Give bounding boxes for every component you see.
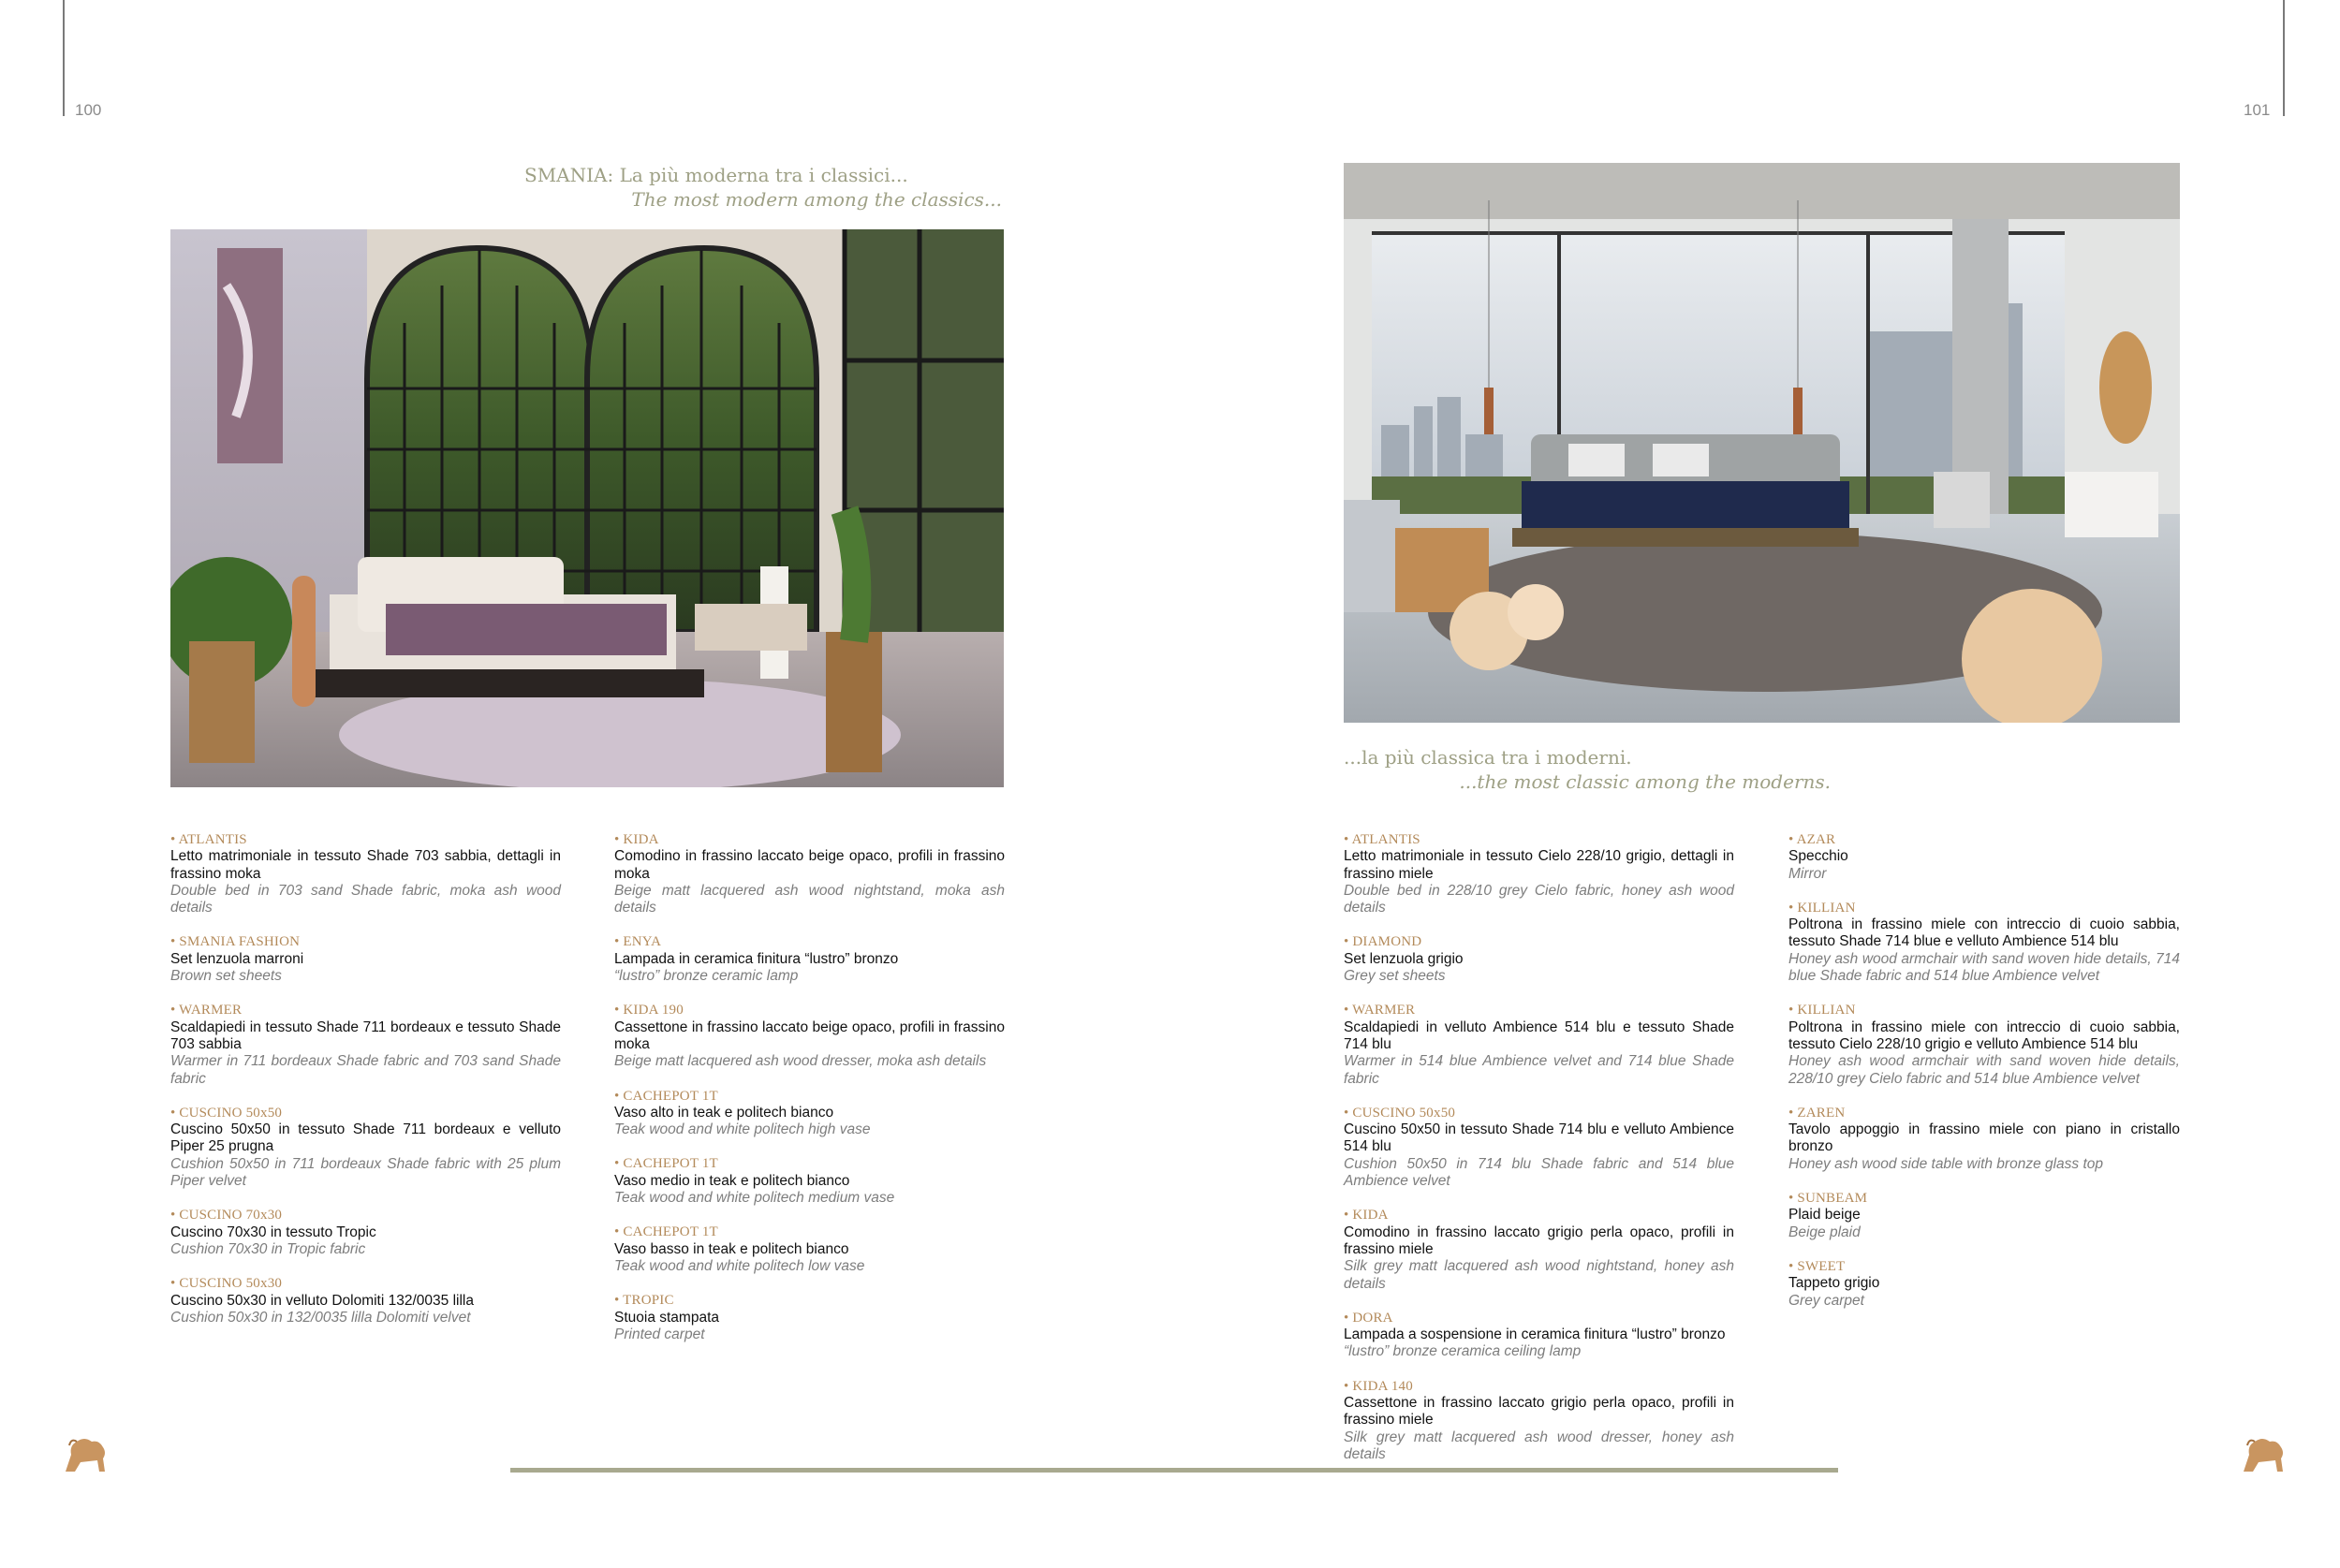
product-desc-en: Honey ash wood side table with bronze glass top xyxy=(1788,1155,2104,1172)
page-number-left: 100 xyxy=(75,101,102,119)
product-name: • ENYA xyxy=(614,934,662,950)
photo-right-illustration xyxy=(1344,163,2180,723)
product-desc-it: Cuscino 70x30 in tessuto Tropic xyxy=(170,1224,376,1240)
product-item xyxy=(614,1292,1005,1343)
product-desc-en: “lustro” bronze ceramic lamp xyxy=(614,968,799,985)
product-column-1 xyxy=(170,831,561,1343)
product-desc-it: Letto matrimoniale in tessuto Shade 703 sabbia, dettagli in frassino moka xyxy=(170,848,561,882)
product-desc-en: Silk grey matt lacquered ash wood nightstand, honey ash details xyxy=(1344,1258,1734,1292)
product-desc-it: Plaid beige xyxy=(1788,1207,1861,1224)
product-desc-en: Cushion 50x30 in 132/0035 lilla Dolomiti velvet xyxy=(170,1309,471,1326)
product-item xyxy=(170,1002,561,1087)
caption-bottom-line-1: ...la più classica tra i moderni. xyxy=(1344,746,1632,769)
product-desc-en: Brown set sheets xyxy=(170,968,282,985)
caption-bottom-line-2: ...the most classic among the moderns. xyxy=(1459,770,1831,793)
product-item xyxy=(614,933,1005,985)
product-desc-it: Tappeto grigio xyxy=(1788,1275,1880,1292)
product-desc-it: Scaldapiedi in velluto Ambience 514 blu e tessuto Shade 714 blu xyxy=(1344,1018,1734,1052)
product-item xyxy=(170,933,561,985)
product-desc-en: Grey set sheets xyxy=(1344,968,1446,985)
product-desc-en: Cushion 50x50 in 714 blu Shade fabric and 514 blue Ambience velvet xyxy=(1344,1155,1734,1190)
product-column-4 xyxy=(1788,831,2180,1326)
product-desc-en: Double bed in 228/10 grey Cielo fabric, honey ash wood details xyxy=(1344,882,1734,916)
product-desc-it: Comodino in frassino laccato grigio perla opaco, profili in frassino miele xyxy=(1344,1224,1734,1257)
product-desc-it: Vaso basso in teak e politech bianco xyxy=(614,1240,849,1257)
product-name: • ATLANTIS xyxy=(1344,832,1420,847)
product-name: • KIDA xyxy=(1344,1208,1389,1224)
product-name: • SUNBEAM xyxy=(1788,1191,1868,1207)
product-item xyxy=(170,1207,561,1258)
product-name: • CACHEPOT 1T xyxy=(614,1156,718,1172)
photo-left-illustration xyxy=(170,229,1004,787)
product-item xyxy=(1344,933,1734,985)
product-desc-it: Stuoia stampata xyxy=(614,1309,720,1326)
product-item xyxy=(614,1155,1005,1207)
product-desc-it: Cuscino 50x50 in tessuto Shade 711 bordeaux e velluto Piper 25 prugna xyxy=(170,1121,561,1155)
product-name: • CACHEPOT 1T xyxy=(614,1088,718,1104)
product-column-2 xyxy=(614,831,1005,1360)
product-name: • DORA xyxy=(1344,1310,1393,1326)
product-desc-en: Honey ash wood armchair with sand woven hide details, 228/10 grey Cielo fabric and 514 blue Ambience velvet xyxy=(1788,1053,2180,1087)
product-desc-en: Cushion 50x50 in 711 bordeaux Shade fabric with 25 plum Piper velvet xyxy=(170,1155,561,1190)
caption-bottom xyxy=(1344,745,1831,794)
product-item xyxy=(1788,1105,2180,1173)
product-name: • SWEET xyxy=(1788,1258,1846,1274)
product-item xyxy=(1788,1002,2180,1087)
product-name: • KILLIAN xyxy=(1788,1003,1856,1018)
product-item xyxy=(614,831,1005,916)
product-name: • CACHEPOT 1T xyxy=(614,1224,718,1240)
lion-logo-right-icon xyxy=(2240,1434,2288,1478)
right-margin-line xyxy=(2283,0,2285,116)
product-desc-en: Beige matt lacquered ash wood nightstand, moka ash details xyxy=(614,882,1005,916)
product-name: • DIAMOND xyxy=(1344,934,1422,950)
product-item xyxy=(614,1002,1005,1070)
product-item xyxy=(1344,1105,1734,1190)
product-desc-it: Vaso alto in teak e politech bianco xyxy=(614,1104,834,1121)
product-item xyxy=(1788,831,2180,883)
product-desc-it: Lampada in ceramica finitura “lustro” bronzo xyxy=(614,950,899,967)
product-desc-it: Cassettone in frassino laccato beige opaco, profili in frassino moka xyxy=(614,1018,1005,1052)
product-name: • AZAR xyxy=(1788,832,1836,847)
product-name: • KIDA 190 xyxy=(614,1003,684,1018)
product-desc-en: Cushion 70x30 in Tropic fabric xyxy=(170,1240,366,1257)
product-desc-it: Set lenzuola grigio xyxy=(1344,950,1464,967)
product-desc-it: Poltrona in frassino miele con intreccio di cuoio sabbia, tessuto Shade 714 blue e velluto Ambience 514 blu xyxy=(1788,916,2180,950)
product-desc-en: Teak wood and white politech medium vase xyxy=(614,1190,895,1207)
page-number-right: 101 xyxy=(2244,101,2271,119)
product-desc-it: Letto matrimoniale in tessuto Cielo 228/10 grigio, dettagli in frassino miele xyxy=(1344,848,1734,882)
product-item xyxy=(170,1275,561,1326)
caption-top-line-2: The most modern among the classics... xyxy=(631,188,1002,211)
product-desc-en: Warmer in 711 bordeaux Shade fabric and 703 sand Shade fabric xyxy=(170,1053,561,1087)
product-name: • WARMER xyxy=(1344,1003,1416,1018)
product-item xyxy=(170,831,561,916)
caption-top-line-1: SMANIA: La più moderna tra i classici... xyxy=(524,164,908,186)
product-item xyxy=(1344,1002,1734,1087)
product-desc-it: Vaso medio in teak e politech bianco xyxy=(614,1172,850,1189)
product-desc-it: Cassettone in frassino laccato grigio perla opaco, profili in frassino miele xyxy=(1344,1395,1734,1429)
product-name: • CUSCINO 70x30 xyxy=(170,1208,283,1224)
product-desc-en: Printed carpet xyxy=(614,1326,705,1342)
product-desc-it: Comodino in frassino laccato beige opaco, profili in frassino moka xyxy=(614,848,1005,882)
product-item xyxy=(1344,831,1734,916)
product-name: • KILLIAN xyxy=(1788,900,1856,916)
product-desc-it: Specchio xyxy=(1788,848,1848,865)
product-name: • KIDA 140 xyxy=(1344,1378,1413,1394)
product-desc-en: “lustro” bronze ceramica ceiling lamp xyxy=(1344,1343,1582,1360)
product-name: • CUSCINO 50x50 xyxy=(170,1105,283,1121)
product-desc-en: Silk grey matt lacquered ash wood dresser, honey ash details xyxy=(1344,1429,1734,1462)
product-desc-en: Warmer in 514 blue Ambience velvet and 714 blue Shade fabric xyxy=(1344,1053,1734,1087)
product-desc-en: Teak wood and white politech high vase xyxy=(614,1121,871,1138)
product-item xyxy=(614,1224,1005,1275)
caption-top xyxy=(524,163,1002,212)
product-desc-it: Set lenzuola marroni xyxy=(170,950,304,967)
product-desc-it: Lampada a sospensione in ceramica finitura “lustro” bronzo xyxy=(1344,1326,1726,1343)
product-name: • WARMER xyxy=(170,1003,243,1018)
product-desc-en: Honey ash wood armchair with sand woven hide details, 714 blue Shade fabric and 514 blue Ambience velvet xyxy=(1788,950,2180,985)
product-desc-en: Teak wood and white politech low vase xyxy=(614,1257,865,1274)
product-desc-en: Mirror xyxy=(1788,865,1827,882)
left-margin-line xyxy=(63,0,65,116)
product-item xyxy=(1788,1258,2180,1310)
bottom-rule xyxy=(510,1468,1838,1473)
product-desc-en: Beige matt lacquered ash wood dresser, moka ash details xyxy=(614,1053,987,1070)
lion-logo-left-icon xyxy=(62,1434,110,1478)
product-name: • TROPIC xyxy=(614,1293,674,1309)
product-name: • KIDA xyxy=(614,832,659,847)
product-item xyxy=(170,1105,561,1190)
product-name: • SMANIA FASHION xyxy=(170,934,301,950)
product-desc-en: Grey carpet xyxy=(1788,1292,1864,1309)
product-desc-en: Beige plaid xyxy=(1788,1224,1861,1240)
product-column-3 xyxy=(1344,831,1734,1480)
product-item xyxy=(1344,1207,1734,1292)
product-desc-it: Cuscino 50x30 in velluto Dolomiti 132/0035 lilla xyxy=(170,1292,474,1309)
product-desc-it: Scaldapiedi in tessuto Shade 711 bordeaux e tessuto Shade 703 sabbia xyxy=(170,1018,561,1052)
photo-left xyxy=(170,229,1004,787)
product-desc-en: Double bed in 703 sand Shade fabric, moka ash wood details xyxy=(170,882,561,916)
product-item xyxy=(614,1088,1005,1139)
product-item xyxy=(1344,1378,1734,1463)
product-desc-it: Cuscino 50x50 in tessuto Shade 714 blu e velluto Ambience 514 blu xyxy=(1344,1121,1734,1155)
product-name: • ATLANTIS xyxy=(170,832,247,847)
product-desc-it: Poltrona in frassino miele con intreccio di cuoio sabbia, tessuto Cielo 228/10 grigio e velluto Ambience 514 blu xyxy=(1788,1018,2180,1052)
product-name: • CUSCINO 50x50 xyxy=(1344,1105,1456,1121)
product-item xyxy=(1788,900,2180,985)
product-item xyxy=(1788,1190,2180,1241)
product-item xyxy=(1344,1310,1734,1361)
product-name: • ZAREN xyxy=(1788,1105,1846,1121)
photo-right xyxy=(1344,163,2180,723)
product-desc-it: Tavolo appoggio in frassino miele con piano in cristallo bronzo xyxy=(1788,1121,2180,1155)
product-name: • CUSCINO 50x30 xyxy=(170,1276,283,1292)
